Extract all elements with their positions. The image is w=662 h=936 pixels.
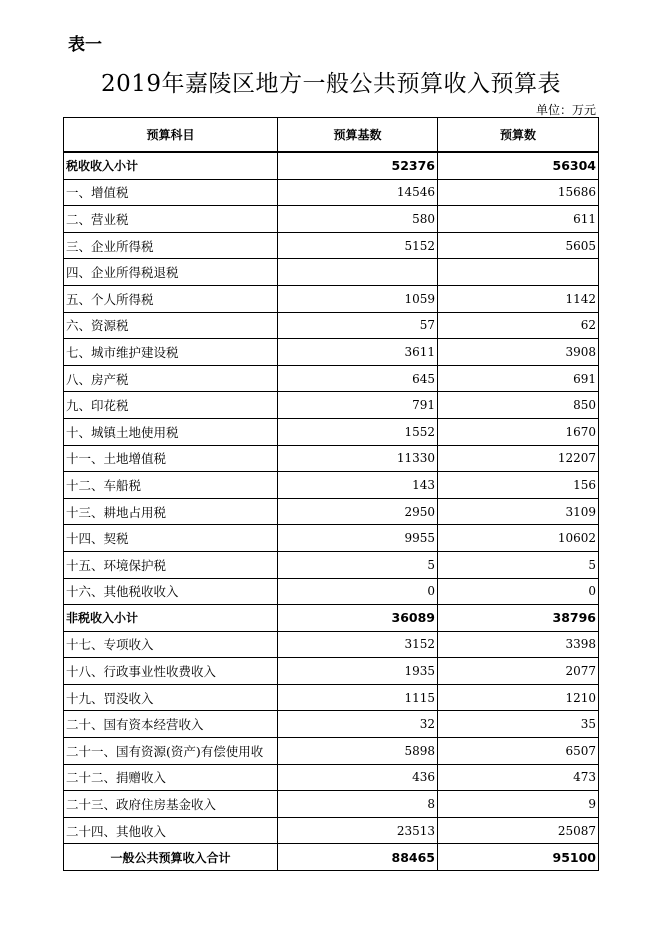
table-row <box>64 365 599 392</box>
budget-cell: 1142 <box>438 285 599 312</box>
budget-cell: 3908 <box>438 339 599 366</box>
subject-cell: 四、企业所得税退税 <box>64 259 278 286</box>
table-row <box>64 684 599 711</box>
budget-cell: 9 <box>438 791 599 818</box>
subject-cell: 十二、车船税 <box>64 472 278 499</box>
base-cell <box>278 259 438 286</box>
subject-cell: 十七、专项收入 <box>64 631 278 658</box>
budget-cell: 0 <box>438 578 599 605</box>
table-row <box>64 817 599 844</box>
subject-cell: 十五、环境保护税 <box>64 551 278 578</box>
table-row <box>64 764 599 791</box>
table-row <box>64 658 599 685</box>
subject-cell: 二十、国有资本经营收入 <box>64 711 278 738</box>
table-row <box>64 791 599 818</box>
table-row <box>64 445 599 472</box>
table-body <box>64 152 599 871</box>
base-cell: 8 <box>278 791 438 818</box>
budget-cell: 35 <box>438 711 599 738</box>
budget-cell: 12207 <box>438 445 599 472</box>
base-cell: 14546 <box>278 179 438 206</box>
table-row <box>64 498 599 525</box>
base-cell: 1935 <box>278 658 438 685</box>
table-row <box>64 418 599 445</box>
subject-cell: 十四、契税 <box>64 525 278 552</box>
budget-cell: 56304 <box>438 152 599 179</box>
base-cell: 580 <box>278 206 438 233</box>
subject-cell: 一、增值税 <box>64 179 278 206</box>
base-cell: 23513 <box>278 817 438 844</box>
budget-cell: 6507 <box>438 738 599 765</box>
table-row <box>64 285 599 312</box>
table-row <box>64 206 599 233</box>
budget-cell <box>438 259 599 286</box>
subject-cell: 二十二、捐赠收入 <box>64 764 278 791</box>
table-row <box>64 711 599 738</box>
subject-cell: 二、营业税 <box>64 206 278 233</box>
base-cell: 5152 <box>278 232 438 259</box>
page-title: 2019年嘉陵区地方一般公共预算收入预算表 <box>100 71 562 97</box>
subject-cell: 税收收入小计 <box>64 152 278 179</box>
subject-cell: 非税收入小计 <box>64 605 278 632</box>
budget-cell: 95100 <box>438 844 599 871</box>
unit-note: 单位：万元 <box>535 103 596 117</box>
budget-cell: 25087 <box>438 817 599 844</box>
table-row <box>64 312 599 339</box>
base-cell: 436 <box>278 764 438 791</box>
document-label: 表一 <box>68 35 102 55</box>
total-row <box>64 844 599 871</box>
subtotal-row <box>64 152 599 179</box>
base-cell: 1552 <box>278 418 438 445</box>
base-cell: 1059 <box>278 285 438 312</box>
budget-cell: 15686 <box>438 179 599 206</box>
budget-cell: 10602 <box>438 525 599 552</box>
table-row <box>64 179 599 206</box>
table-row <box>64 631 599 658</box>
table-row <box>64 738 599 765</box>
base-cell: 3152 <box>278 631 438 658</box>
budget-cell: 62 <box>438 312 599 339</box>
budget-cell: 473 <box>438 764 599 791</box>
budget-cell: 38796 <box>438 605 599 632</box>
subject-cell: 十九、罚没收入 <box>64 684 278 711</box>
budget-cell: 1210 <box>438 684 599 711</box>
subject-cell: 九、印花税 <box>64 392 278 419</box>
subject-cell: 十一、土地增值税 <box>64 445 278 472</box>
table-row <box>64 525 599 552</box>
subject-cell: 二十四、其他收入 <box>64 817 278 844</box>
budget-table <box>63 117 599 871</box>
budget-cell: 156 <box>438 472 599 499</box>
subject-cell: 三、企业所得税 <box>64 232 278 259</box>
table-row <box>64 551 599 578</box>
subject-cell: 六、资源税 <box>64 312 278 339</box>
base-cell: 3611 <box>278 339 438 366</box>
base-cell: 143 <box>278 472 438 499</box>
column-header-budget: 预算数 <box>438 118 599 153</box>
table-row <box>64 578 599 605</box>
base-cell: 791 <box>278 392 438 419</box>
base-cell: 5898 <box>278 738 438 765</box>
subject-cell: 十八、行政事业性收费收入 <box>64 658 278 685</box>
base-cell: 36089 <box>278 605 438 632</box>
subject-cell: 二十一、国有资源(资产)有偿使用收 <box>64 738 278 765</box>
subtotal-row <box>64 605 599 632</box>
table-header-row <box>64 118 599 153</box>
base-cell: 32 <box>278 711 438 738</box>
table-row <box>64 259 599 286</box>
budget-cell: 5605 <box>438 232 599 259</box>
subject-cell: 一般公共预算收入合计 <box>64 844 278 871</box>
base-cell: 52376 <box>278 152 438 179</box>
table-row <box>64 232 599 259</box>
column-header-base: 预算基数 <box>278 118 438 153</box>
table-row <box>64 339 599 366</box>
budget-cell: 850 <box>438 392 599 419</box>
base-cell: 9955 <box>278 525 438 552</box>
budget-cell: 5 <box>438 551 599 578</box>
base-cell: 88465 <box>278 844 438 871</box>
column-header-subject: 预算科目 <box>64 118 278 153</box>
table-row <box>64 392 599 419</box>
table-row <box>64 472 599 499</box>
subject-cell: 十三、耕地占用税 <box>64 498 278 525</box>
budget-cell: 1670 <box>438 418 599 445</box>
budget-cell: 3109 <box>438 498 599 525</box>
subject-cell: 五、个人所得税 <box>64 285 278 312</box>
base-cell: 11330 <box>278 445 438 472</box>
base-cell: 1115 <box>278 684 438 711</box>
base-cell: 57 <box>278 312 438 339</box>
subject-cell: 十六、其他税收收入 <box>64 578 278 605</box>
budget-cell: 611 <box>438 206 599 233</box>
budget-cell: 3398 <box>438 631 599 658</box>
subject-cell: 十、城镇土地使用税 <box>64 418 278 445</box>
budget-cell: 2077 <box>438 658 599 685</box>
subject-cell: 八、房产税 <box>64 365 278 392</box>
base-cell: 645 <box>278 365 438 392</box>
budget-cell: 691 <box>438 365 599 392</box>
base-cell: 0 <box>278 578 438 605</box>
subject-cell: 二十三、政府住房基金收入 <box>64 791 278 818</box>
base-cell: 5 <box>278 551 438 578</box>
base-cell: 2950 <box>278 498 438 525</box>
subject-cell: 七、城市维护建设税 <box>64 339 278 366</box>
